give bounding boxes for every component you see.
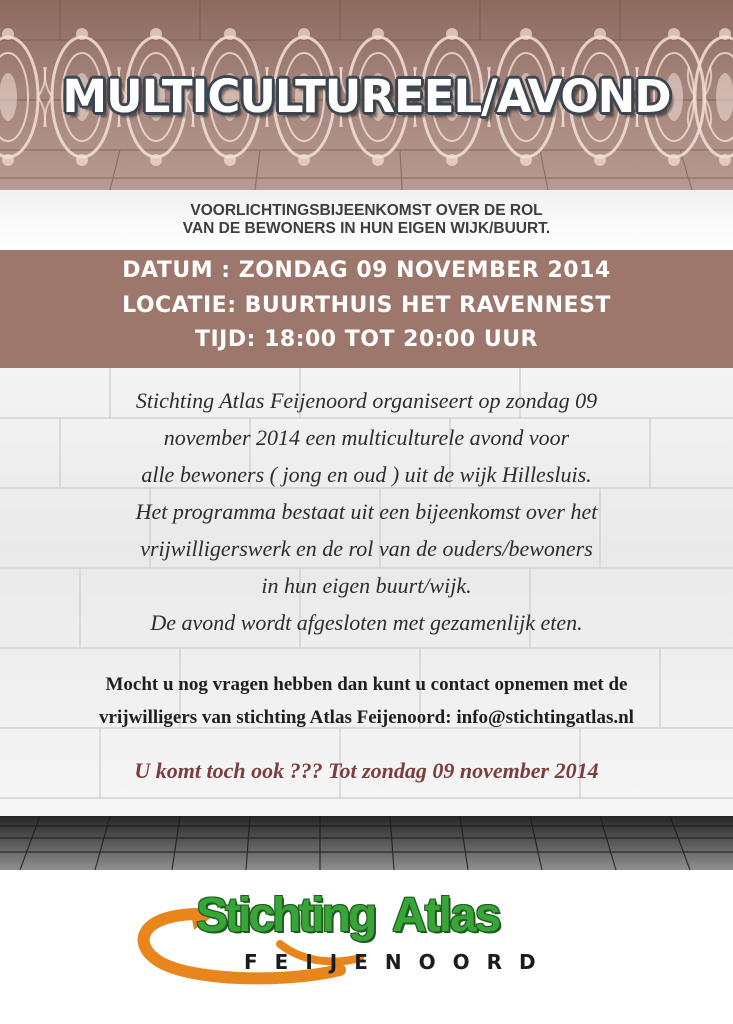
event-time: TIJD: 18:00 TOT 20:00 UUR xyxy=(194,327,538,352)
contact-line-2: vrijwilligers van stichting Atlas Feijenoord: info@stichtingatlas.nl xyxy=(99,707,634,728)
cobblestone-texture xyxy=(0,816,733,870)
subtitle xyxy=(0,202,733,238)
intro-line: in hun eigen buurt/wijk. xyxy=(261,573,472,598)
intro-line: alle bewoners ( jong en oud ) uit de wijk Hillesluis. xyxy=(141,462,592,487)
intro-line: Stichting Atlas Feijenoord organiseert op zondag 09 xyxy=(135,388,598,413)
pavement-strip xyxy=(0,816,733,870)
event-location: LOCATIE: BUURTHUIS HET RAVENNEST xyxy=(122,293,611,318)
header-banner xyxy=(0,0,733,190)
intro-line: november 2014 een multiculturele avond voor xyxy=(163,425,570,450)
subtitle-line-2: VAN DE BEWONERS IN HUN EIGEN WIJK/BUURT. xyxy=(182,220,551,237)
intro-line: vrijwilligerswerk en de rol van de ouders/bewoners xyxy=(140,536,593,561)
logo xyxy=(0,870,733,1024)
logo-word-stichting: Stichting xyxy=(196,889,375,942)
logo-word-atlas: Atlas xyxy=(392,889,500,942)
call-to-action: U komt toch ook ??? Tot zondag 09 november 2014 xyxy=(134,758,599,783)
event-date: DATUM : ZONDAG 09 NOVEMBER 2014 xyxy=(122,258,611,283)
subtitle-strip xyxy=(0,190,733,248)
body-section xyxy=(0,368,733,816)
intro-line: Het programma bestaat uit een bijeenkomst over het xyxy=(135,499,598,524)
page-title: MULTICULTUREEL/AVOND xyxy=(62,70,671,123)
subtitle-line-1: VOORLICHTINGSBIJEENKOMST OVER DE ROL xyxy=(190,202,543,219)
event-info-band xyxy=(0,250,733,368)
intro-line: De avond wordt afgesloten met gezamenlijk eten. xyxy=(150,610,583,635)
logo-word-feijenoord: FEIJENOORD xyxy=(244,950,553,974)
contact-line-1: Mocht u nog vragen hebben dan kunt u contact opnemen met de xyxy=(105,674,628,695)
